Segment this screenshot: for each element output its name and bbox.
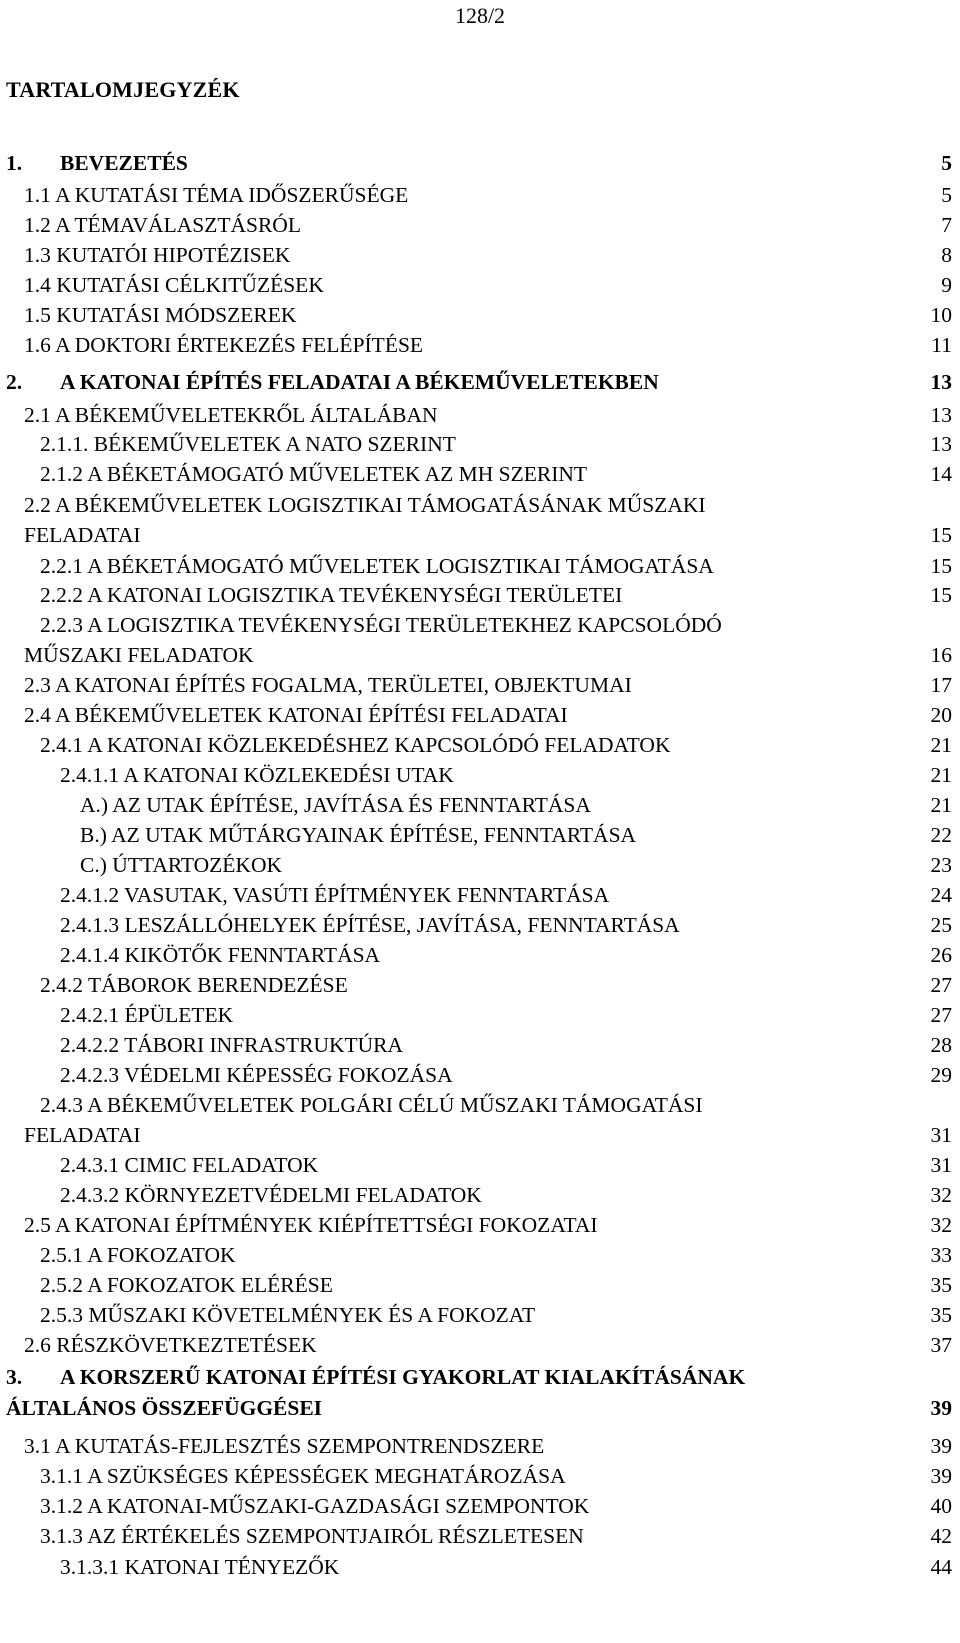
toc-entry-page: 27 xyxy=(930,1003,952,1027)
toc-entry-title: C.) ÚTTARTOZÉKOK xyxy=(80,853,283,877)
toc-entry-title: 2.4.3 A BÉKEMŰVELETEK POLGÁRI CÉLÚ MŰSZAKI TÁMOGATÁSI xyxy=(40,1093,703,1117)
toc-entry-title: 1.2 A TÉMAVÁLASZTÁSRÓL xyxy=(24,213,301,237)
toc-entry-title: 2.5.1 A FOKOZATOK xyxy=(40,1243,236,1267)
toc-entry-page: 31 xyxy=(930,1123,952,1147)
toc-entry xyxy=(60,880,952,910)
toc-entry xyxy=(40,1300,952,1330)
toc-entry xyxy=(24,270,952,300)
toc-entry-continuation: FELADATAI xyxy=(24,523,141,547)
toc-entry xyxy=(60,760,952,790)
toc-entry-number: 1. xyxy=(6,151,23,175)
toc-entry-page: 32 xyxy=(930,1213,952,1237)
toc-entry-page: 21 xyxy=(930,763,952,787)
toc-entry-title: 2.2 A BÉKEMŰVELETEK LOGISZTIKAI TÁMOGATÁSÁNAK MŰSZAKI xyxy=(24,493,706,517)
toc-entry-page: 24 xyxy=(930,883,952,907)
toc-entry-page: 5 xyxy=(941,183,952,207)
toc-entry-title: 2.4.2.3 VÉDELMI KÉPESSÉG FOKOZÁSA xyxy=(60,1063,453,1087)
toc-entry xyxy=(24,240,952,270)
toc-entry-page: 40 xyxy=(930,1494,952,1518)
toc-entry-title: 1.4 KUTATÁSI CÉLKITŰZÉSEK xyxy=(24,273,324,297)
toc-entry-title: 2.4.1.3 LESZÁLLÓHELYEK ÉPÍTÉSE, JAVÍTÁSA, FENNTARTÁSA xyxy=(60,913,680,937)
toc-entry-page: 44 xyxy=(930,1555,952,1579)
toc-entry-page: 10 xyxy=(930,303,952,327)
toc-title: TARTALOMJEGYZÉK xyxy=(6,77,240,102)
toc-entry xyxy=(24,330,952,360)
toc-entry xyxy=(6,148,952,178)
toc-entry-page: 39 xyxy=(930,1396,952,1420)
toc-entry xyxy=(60,1180,952,1210)
toc-entry-page: 29 xyxy=(930,1063,952,1087)
toc-entry-page: 42 xyxy=(930,1524,952,1548)
toc-entry xyxy=(60,1150,952,1180)
toc-entry-page: 9 xyxy=(941,273,952,297)
toc-entry xyxy=(24,610,952,667)
toc-entry xyxy=(40,970,952,1000)
toc-entry-title: 2.3 A KATONAI ÉPÍTÉS FOGALMA, TERÜLETEI, OBJEKTUMAI xyxy=(24,673,632,697)
toc-entry xyxy=(24,300,952,330)
toc-entry xyxy=(60,1552,952,1582)
toc-entry-title: 2.4.2.2 TÁBORI INFRASTRUKTÚRA xyxy=(60,1033,404,1057)
toc-entry-page: 21 xyxy=(930,793,952,817)
toc-entry xyxy=(40,1240,952,1270)
toc-entry xyxy=(40,459,952,489)
toc-entry-continuation: FELADATAI xyxy=(24,1123,141,1147)
toc-entry xyxy=(40,429,952,459)
toc-entry-title: 2.5.2 A FOKOZATOK ELÉRÉSE xyxy=(40,1273,333,1297)
toc-entry-title: 2.4.2 TÁBOROK BERENDEZÉSE xyxy=(40,973,348,997)
toc-entry xyxy=(24,670,952,700)
toc-entry xyxy=(60,1060,952,1090)
toc-entry-page: 35 xyxy=(930,1273,952,1297)
toc-entry-page: 22 xyxy=(930,823,952,847)
toc-entry-page: 39 xyxy=(930,1464,952,1488)
toc-entry-page: 17 xyxy=(930,673,952,697)
toc-entry xyxy=(40,551,952,581)
toc-entry-page: 39 xyxy=(930,1434,952,1458)
toc-entry-page: 5 xyxy=(941,151,952,175)
toc-entry-page: 32 xyxy=(930,1183,952,1207)
toc-entry xyxy=(40,580,952,610)
toc-entry xyxy=(24,1431,952,1461)
toc-entry-page: 7 xyxy=(941,213,952,237)
toc-entry-page: 26 xyxy=(930,943,952,967)
toc-entry-page: 27 xyxy=(930,973,952,997)
toc-entry-title: B.) AZ UTAK MŰTÁRGYAINAK ÉPÍTÉSE, FENNTARTÁSA xyxy=(80,823,637,847)
toc-entry xyxy=(24,180,952,210)
toc-entry-title: 1.1 A KUTATÁSI TÉMA IDŐSZERŰSÉGE xyxy=(24,183,409,207)
toc-entry xyxy=(40,1491,952,1521)
toc-entry-page: 35 xyxy=(930,1303,952,1327)
toc-entry xyxy=(60,910,952,940)
toc-entry-title: A KORSZERŰ KATONAI ÉPÍTÉSI GYAKORLAT KIALAKÍTÁSÁNAK xyxy=(60,1365,746,1389)
toc-entry xyxy=(24,1330,952,1360)
toc-entry-title: 2.4.1.4 KIKÖTŐK FENNTARTÁSA xyxy=(60,943,381,967)
toc-entry xyxy=(60,940,952,970)
toc-entry xyxy=(6,1362,952,1420)
toc-entry xyxy=(24,400,952,430)
toc-entry-title: 1.6 A DOKTORI ÉRTEKEZÉS FELÉPÍTÉSE xyxy=(24,333,424,357)
toc-entry-title: 3.1.1 A SZÜKSÉGES KÉPESSÉGEK MEGHATÁROZÁSA xyxy=(40,1464,566,1488)
toc-entry-title: 3.1.3 AZ ÉRTÉKELÉS SZEMPONTJAIRÓL RÉSZLETESEN xyxy=(40,1524,584,1548)
toc-entry-title: 2.5 A KATONAI ÉPÍTMÉNYEK KIÉPÍTETTSÉGI FOKOZATAI xyxy=(24,1213,598,1237)
toc-entry-title: 1.3 KUTATÓI HIPOTÉZISEK xyxy=(24,243,291,267)
toc-entry xyxy=(24,210,952,240)
toc-entry-number: 2. xyxy=(6,370,23,394)
toc-entry-page: 20 xyxy=(930,703,952,727)
toc-entry-title: 2.2.1 A BÉKETÁMOGATÓ MŰVELETEK LOGISZTIKAI TÁMOGATÁSA xyxy=(40,554,714,578)
toc-entry-continuation: MŰSZAKI FELADATOK xyxy=(24,643,254,667)
toc-entry-page: 25 xyxy=(930,913,952,937)
toc-entry-page: 13 xyxy=(930,432,952,456)
toc-entry-page: 14 xyxy=(930,462,952,486)
toc-entry-page: 23 xyxy=(930,853,952,877)
toc-entry-title: 2.6 RÉSZKÖVETKEZTETÉSEK xyxy=(24,1333,317,1357)
toc-entry xyxy=(40,1270,952,1300)
toc-entry-title: 2.1.2 A BÉKETÁMOGATÓ MŰVELETEK AZ MH SZERINT xyxy=(40,462,588,486)
toc-entry-page: 15 xyxy=(930,523,952,547)
toc-entry-title: 2.4.1 A KATONAI KÖZLEKEDÉSHEZ KAPCSOLÓDÓ FELADATOK xyxy=(40,733,671,757)
toc-entry xyxy=(60,1030,952,1060)
toc-entry-page: 37 xyxy=(930,1333,952,1357)
toc-entry-page: 15 xyxy=(930,583,952,607)
toc-entry xyxy=(24,1210,952,1240)
toc-entry-title: 2.4.3.2 KÖRNYEZETVÉDELMI FELADATOK xyxy=(60,1183,482,1207)
toc-entry-number: 3. xyxy=(6,1365,23,1389)
toc-entry-title: 2.4.3.1 CIMIC FELADATOK xyxy=(60,1153,319,1177)
toc-entry xyxy=(24,700,952,730)
toc-entry-continuation: ÁLTALÁNOS ÖSSZEFÜGGÉSEI xyxy=(6,1396,323,1420)
toc-entry-title: 2.1.1. BÉKEMŰVELETEK A NATO SZERINT xyxy=(40,432,456,456)
toc-entry-title: 2.4.2.1 ÉPÜLETEK xyxy=(60,1003,234,1027)
toc-entry xyxy=(24,490,952,547)
toc-entry-title: 2.2.3 A LOGISZTIKA TEVÉKENYSÉGI TERÜLETEKHEZ KAPCSOLÓDÓ xyxy=(40,613,722,637)
toc-entry xyxy=(40,1521,952,1551)
toc-entry-page: 31 xyxy=(930,1153,952,1177)
toc-entry xyxy=(6,367,952,397)
toc-entry-title: BEVEZETÉS xyxy=(60,151,188,175)
toc-entry-title: A KATONAI ÉPÍTÉS FELADATAI A BÉKEMŰVELETEKBEN xyxy=(60,370,659,394)
toc-entry-page: 33 xyxy=(930,1243,952,1267)
toc-entry xyxy=(60,1000,952,1030)
toc-entry-title: 3.1.2 A KATONAI-MŰSZAKI-GAZDASÁGI SZEMPONTOK xyxy=(40,1494,590,1518)
toc-entry-title: 1.5 KUTATÁSI MÓDSZEREK xyxy=(24,303,297,327)
toc-entry-page: 8 xyxy=(941,243,952,267)
toc-entry xyxy=(40,730,952,760)
toc-entry-page: 13 xyxy=(930,403,952,427)
toc-entry-title: A.) AZ UTAK ÉPÍTÉSE, JAVÍTÁSA ÉS FENNTARTÁSA xyxy=(80,793,591,817)
toc-entry xyxy=(24,1090,952,1147)
toc-entry-page: 15 xyxy=(930,554,952,578)
toc-entry-title: 2.4.1.2 VASUTAK, VASÚTI ÉPÍTMÉNYEK FENNTARTÁSA xyxy=(60,883,610,907)
toc-entry-page: 13 xyxy=(930,370,952,394)
toc-entry-title: 3.1 A KUTATÁS-FEJLESZTÉS SZEMPONTRENDSZERE xyxy=(24,1434,545,1458)
toc-entry-page: 21 xyxy=(930,733,952,757)
toc-entry xyxy=(40,1461,952,1491)
toc-entry-title: 2.4.1.1 A KATONAI KÖZLEKEDÉSI UTAK xyxy=(60,763,454,787)
toc-entry-page: 16 xyxy=(930,643,952,667)
toc-entry-title: 2.2.2 A KATONAI LOGISZTIKA TEVÉKENYSÉGI TERÜLETEI xyxy=(40,583,623,607)
toc-entry-title: 3.1.3.1 KATONAI TÉNYEZŐK xyxy=(60,1555,340,1579)
toc-entry-title: 2.5.3 MŰSZAKI KÖVETELMÉNYEK ÉS A FOKOZAT xyxy=(40,1303,536,1327)
page-number: 128/2 xyxy=(454,3,506,28)
toc-entry-page: 11 xyxy=(931,333,952,357)
toc-entry-title: 2.1 A BÉKEMŰVELETEKRŐL ÁLTALÁBAN xyxy=(24,403,438,427)
toc-entry xyxy=(80,850,952,880)
toc-entry xyxy=(80,790,952,820)
toc-entry-page: 28 xyxy=(930,1033,952,1057)
toc-entry-title: 2.4 A BÉKEMŰVELETEK KATONAI ÉPÍTÉSI FELADATAI xyxy=(24,703,568,727)
toc-entry xyxy=(80,820,952,850)
